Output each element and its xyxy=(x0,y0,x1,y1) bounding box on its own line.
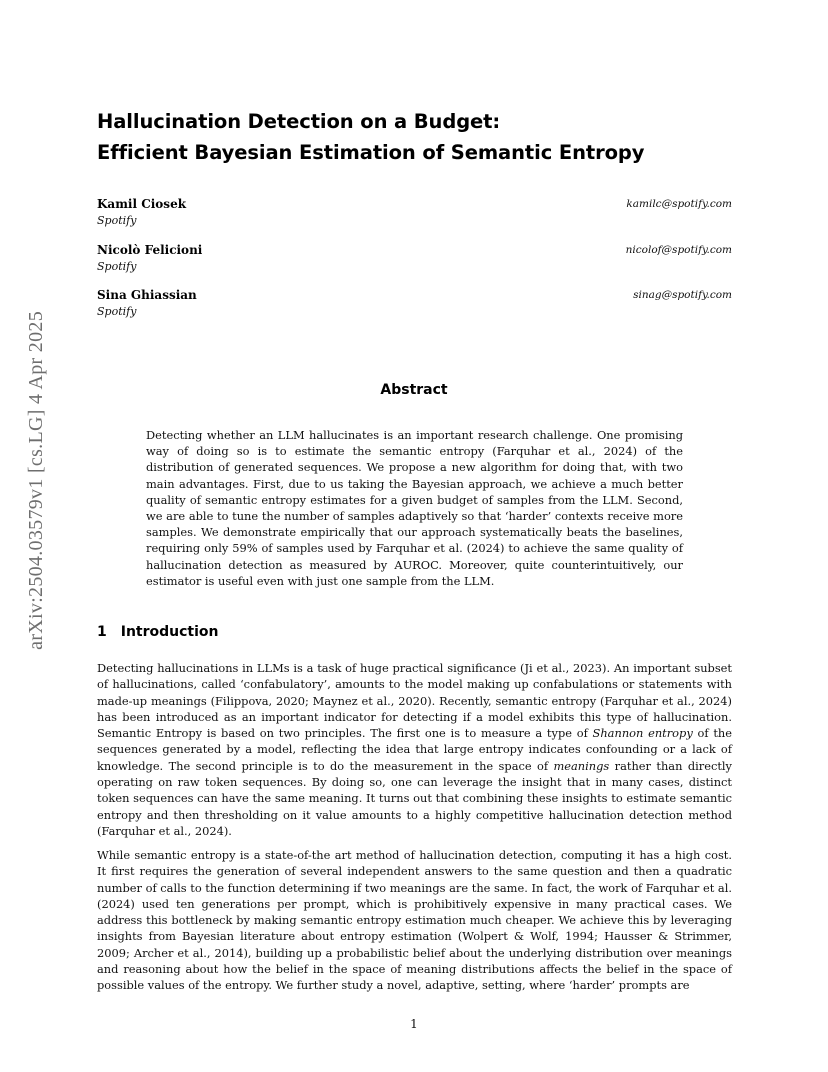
page-number: 1 xyxy=(410,1017,418,1031)
paper-title xyxy=(97,106,737,168)
author-block-3 xyxy=(97,288,732,320)
author-block-2 xyxy=(97,243,732,275)
intro-paragraph-1 xyxy=(97,660,732,839)
author-email[interactable]: nicolof@spotify.com xyxy=(625,244,732,256)
intro-paragraph-1-part-3: rather than directly operating on raw token sequences. By doing so, one can leverage the insight that in many cases, distinct token sequences can have the same meaning. It turns out that combining these insights to estimate semantic entropy and then thresholding on it value amounts to a highly competitive hallucination detection method (Farquhar et al., 2024). xyxy=(97,758,732,838)
paper-title-line-1: Hallucination Detection on a Budget: xyxy=(97,110,501,133)
intro-paragraph-1-part-2: of the sequences generated by a model, reflecting the idea that large entropy indicates confounding or a lack of knowledge. The second principle is to do the measurement in the space of xyxy=(97,726,732,773)
author-affiliation: Spotify xyxy=(97,260,137,273)
emphasis-shannon-entropy: Shannon entropy xyxy=(592,726,693,741)
author-email[interactable]: kamilc@spotify.com xyxy=(626,198,732,210)
section-title-text: Introduction xyxy=(120,624,219,640)
author-block-1 xyxy=(97,197,732,229)
paper-title-line-2: Efficient Bayesian Estimation of Semantic Entropy xyxy=(97,141,645,164)
author-name: Nicolò Felicioni xyxy=(97,243,203,257)
author-name: Kamil Ciosek xyxy=(97,197,187,211)
section-heading xyxy=(97,624,219,640)
intro-paragraph-2: While semantic entropy is a state-of-the art method of hallucination detection, computing it has a high cost. It first requires the generation of several independent answers to the same question and then a quadratic number of calls to the function determining if two meanings are the same. In fact, the work of Farquhar et al. (2024) used ten generations per prompt, which is prohibitively expensive in many practical cases. We address this bottleneck by making semantic entropy estimation much cheaper. We achieve this by leveraging insights from Bayesian literature about entropy estimation (Wolpert & Wolf, 1994; Hausser & Strimmer, 2009; Archer et al., 2014), building up a probabilistic belief about the underlying distribution over meanings and reasoning about how the belief in the space of meaning distributions affects the belief in the space of possible values of the entropy. We further study a novel, adaptive, setting, where ‘harder’ prompts are xyxy=(97,848,732,993)
abstract-text: Detecting whether an LLM hallucinates is an important research challenge. One promising way of doing so is to estimate the semantic entropy (Farquhar et al., 2024) of the distribution of generated sequences. We propose a new algorithm for doing that, with two main advantages. First, due to us taking the Bayesian approach, we achieve a much better quality of semantic entropy estimates for a given budget of samples from the LLM. Second, we are able to tune the number of samples adaptively so that ‘harder’ contexts receive more samples. We demonstrate empirically that our approach systematically beats the baselines, requiring only 59% of samples used by Farquhar et al. (2024) to achieve the same quality of hallucination detection as measured by AUROC. Moreover, quite counterintuitively, our estimator is useful even with just one sample from the LLM. xyxy=(146,428,683,588)
emphasis-meanings: meanings xyxy=(553,758,610,773)
section-number: 1 xyxy=(97,624,107,640)
abstract-heading: Abstract xyxy=(380,382,448,398)
author-email[interactable]: sinag@spotify.com xyxy=(633,289,732,301)
author-affiliation: Spotify xyxy=(97,305,137,318)
author-name: Sina Ghiassian xyxy=(97,288,197,302)
arxiv-identifier-stamp xyxy=(22,290,50,670)
arxiv-identifier-text: arXiv:2504.03579v1 [cs.LG] 4 Apr 2025 xyxy=(24,310,47,650)
author-affiliation: Spotify xyxy=(97,214,137,227)
intro-paragraph-1-part-1: Detecting hallucinations in LLMs is a task of huge practical significance (Ji et al., 2023). An important subset of hallucinations, called ‘confabulatory’, amounts to the model making up confabulations or statements with made-up meanings (Filippova, 2020; Maynez et al., 2020). Recently, semantic entropy (Farquhar et al., 2024) has been introduced as an important indicator for detecting if a model exhibits this type of hallucination. Semantic Entropy is based on two principles. The first one is to measure a type of xyxy=(97,661,732,741)
